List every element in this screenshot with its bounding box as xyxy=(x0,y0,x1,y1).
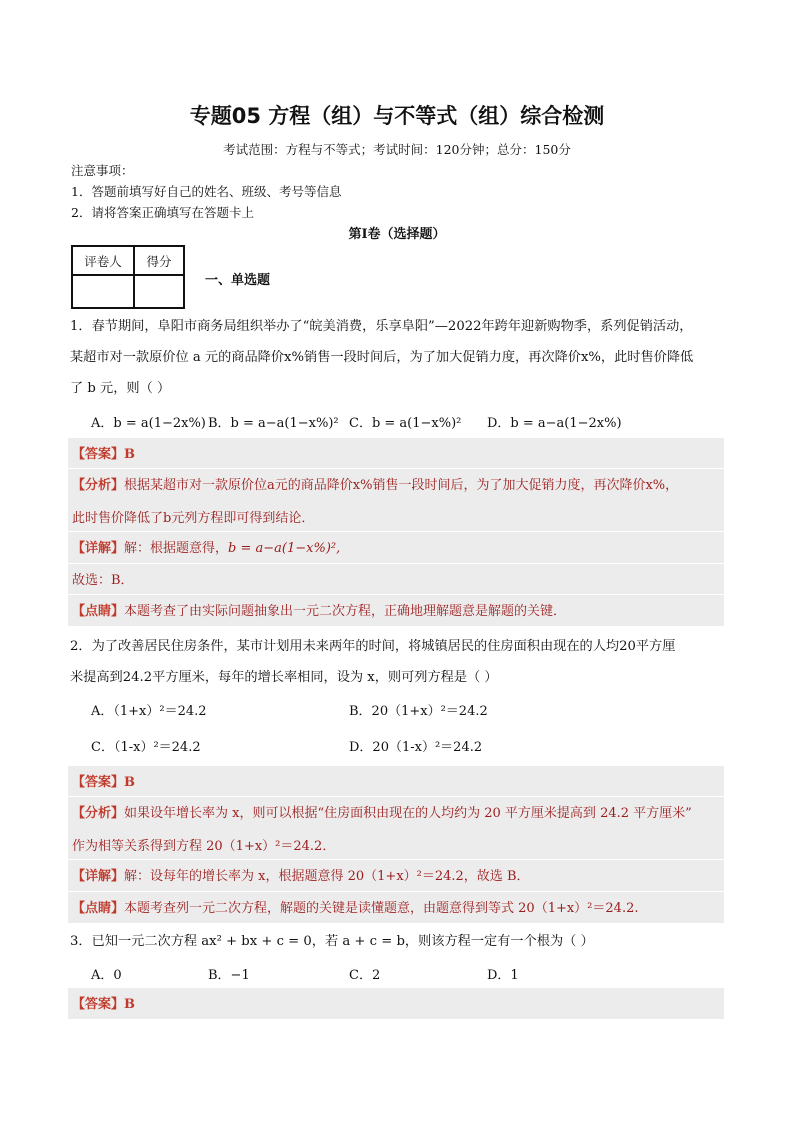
notes-heading: 注意事项： xyxy=(71,163,134,178)
grader-cell xyxy=(72,275,134,308)
q2-line-1: 2．为了改善居民住房条件，某市计划用未来两年的时间，将城镇居民的住房面积由现在的人均20平方厘 xyxy=(70,639,676,654)
q1-detail-band xyxy=(68,532,724,563)
q3-option-c: C．2 xyxy=(349,968,381,983)
q1-option-c: C．b = a(1−x%)² xyxy=(349,416,462,431)
q3-answer-band xyxy=(68,988,724,1019)
q2-analysis-tag: 【分析】 xyxy=(72,806,125,821)
q2-option-b: B．20（1+x）²＝24.2 xyxy=(349,704,488,719)
q1-analysis-line-1: 根据某超市对一款原价位a元的商品降价x%销售一段时间后，为了加大促销力度，再次降价x%， xyxy=(124,478,679,493)
q2-answer-tag: 【答案】 xyxy=(72,775,125,790)
q2-comment: 本题考查列一元二次方程，解题的关键是读懂题意，由题意得到等式 20（1+x）²＝24.2. xyxy=(124,901,639,916)
q2-detail-tag: 【详解】 xyxy=(72,869,125,884)
q1-answer-band xyxy=(68,438,724,468)
q3-line-1: 3．已知一元二次方程 ax² + bx + c = 0，若 a + c = b，则该方程一定有一个根为（ ） xyxy=(70,934,594,949)
q1-option-a: A．b = a(1−2x%) xyxy=(91,416,206,431)
page-title: 专题05 方程（组）与不等式（组）综合检测 xyxy=(189,104,605,128)
q1-answer-tag: 【答案】 xyxy=(72,447,125,462)
q1-comment: 本题考查了由实际问题抽象出一元二次方程，正确地理解题意是解题的关键． xyxy=(124,604,567,619)
q2-detail-band xyxy=(68,860,724,891)
section-title: 一、单选题 xyxy=(205,273,271,288)
q1-detail-tag: 【详解】 xyxy=(72,541,125,556)
grader-header: 评卷人 xyxy=(72,246,134,275)
q1-line-3: 了 b 元，则（ ） xyxy=(70,381,171,396)
q1-comment-band xyxy=(68,595,724,626)
grader-table xyxy=(71,245,185,309)
q1-answer: B xyxy=(124,447,136,462)
q2-analysis-band xyxy=(68,797,724,859)
volume-title: 第I卷（选择题） xyxy=(348,227,446,242)
q3-option-b: B．−1 xyxy=(208,968,250,983)
q1-line-1: 1．春节期间，阜阳市商务局组织举办了“皖美消费，乐享阜阳”—2022年跨年迎新购物季，系列促销活动， xyxy=(70,319,693,334)
notes-item-1: 1．答题前填写好自己的姓名、班级、考号等信息 xyxy=(71,184,342,199)
q2-comment-band xyxy=(68,892,724,923)
q1-option-d: D．b = a−a(1−2x%) xyxy=(487,416,622,431)
q3-answer: B xyxy=(124,997,136,1012)
q2-detail-text: 解：设每年的增长率为 x，根据题意得 20（1+x）²＝24.2，故选 B． xyxy=(124,869,530,884)
q3-option-a: A．0 xyxy=(91,968,122,983)
q1-detail-formula: b = a−a(1−x%)², xyxy=(228,541,341,556)
score-header: 得分 xyxy=(134,246,184,275)
score-cell xyxy=(134,275,184,308)
q1-line-2: 某超市对一款原价位 a 元的商品降价x%销售一段时间后，为了加大促销力度，再次降价x%，此时售价降低 xyxy=(70,350,694,365)
q2-analysis-line-1: 如果设年增长率为 x，则可以根据“住房面积由现在的人均约为 20 平方厘米提高到 24.2 平方厘米” xyxy=(124,806,692,821)
q3-option-d: D．1 xyxy=(487,968,519,983)
q1-choose: 故选：B． xyxy=(72,573,134,588)
q2-answer: B xyxy=(124,775,136,790)
q1-detail-text: 解：根据题意得， xyxy=(124,541,229,556)
q1-analysis-tag: 【分析】 xyxy=(72,478,125,493)
q2-analysis-line-2: 作为相等关系得到方程 20（1+x）²＝24.2． xyxy=(72,839,336,854)
q2-comment-tag: 【点睛】 xyxy=(72,901,125,916)
q1-analysis-line-2: 此时售价降低了b元列方程即可得到结论． xyxy=(72,511,315,526)
q2-answer-band xyxy=(68,766,724,796)
q1-comment-tag: 【点睛】 xyxy=(72,604,125,619)
q2-option-c: C．（1-x）²＝24.2 xyxy=(91,740,201,755)
q1-choose-band xyxy=(68,564,724,594)
exam-info: 考试范围：方程与不等式；考试时间：120分钟；总分：150分 xyxy=(223,142,571,157)
q2-line-2: 米提高到24.2平方厘米，每年的增长率相同，设为 x，则可列方程是（ ） xyxy=(70,670,498,685)
notes-item-2: 2．请将答案正确填写在答题卡上 xyxy=(71,205,254,220)
q2-option-d: D．20（1-x）²＝24.2 xyxy=(349,740,483,755)
q2-option-a: A．（1+x）²＝24.2 xyxy=(91,704,207,719)
q3-answer-tag: 【答案】 xyxy=(72,997,125,1012)
q1-analysis-band xyxy=(68,469,724,531)
q1-option-b: B．b = a−a(1−x%)² xyxy=(208,416,339,431)
